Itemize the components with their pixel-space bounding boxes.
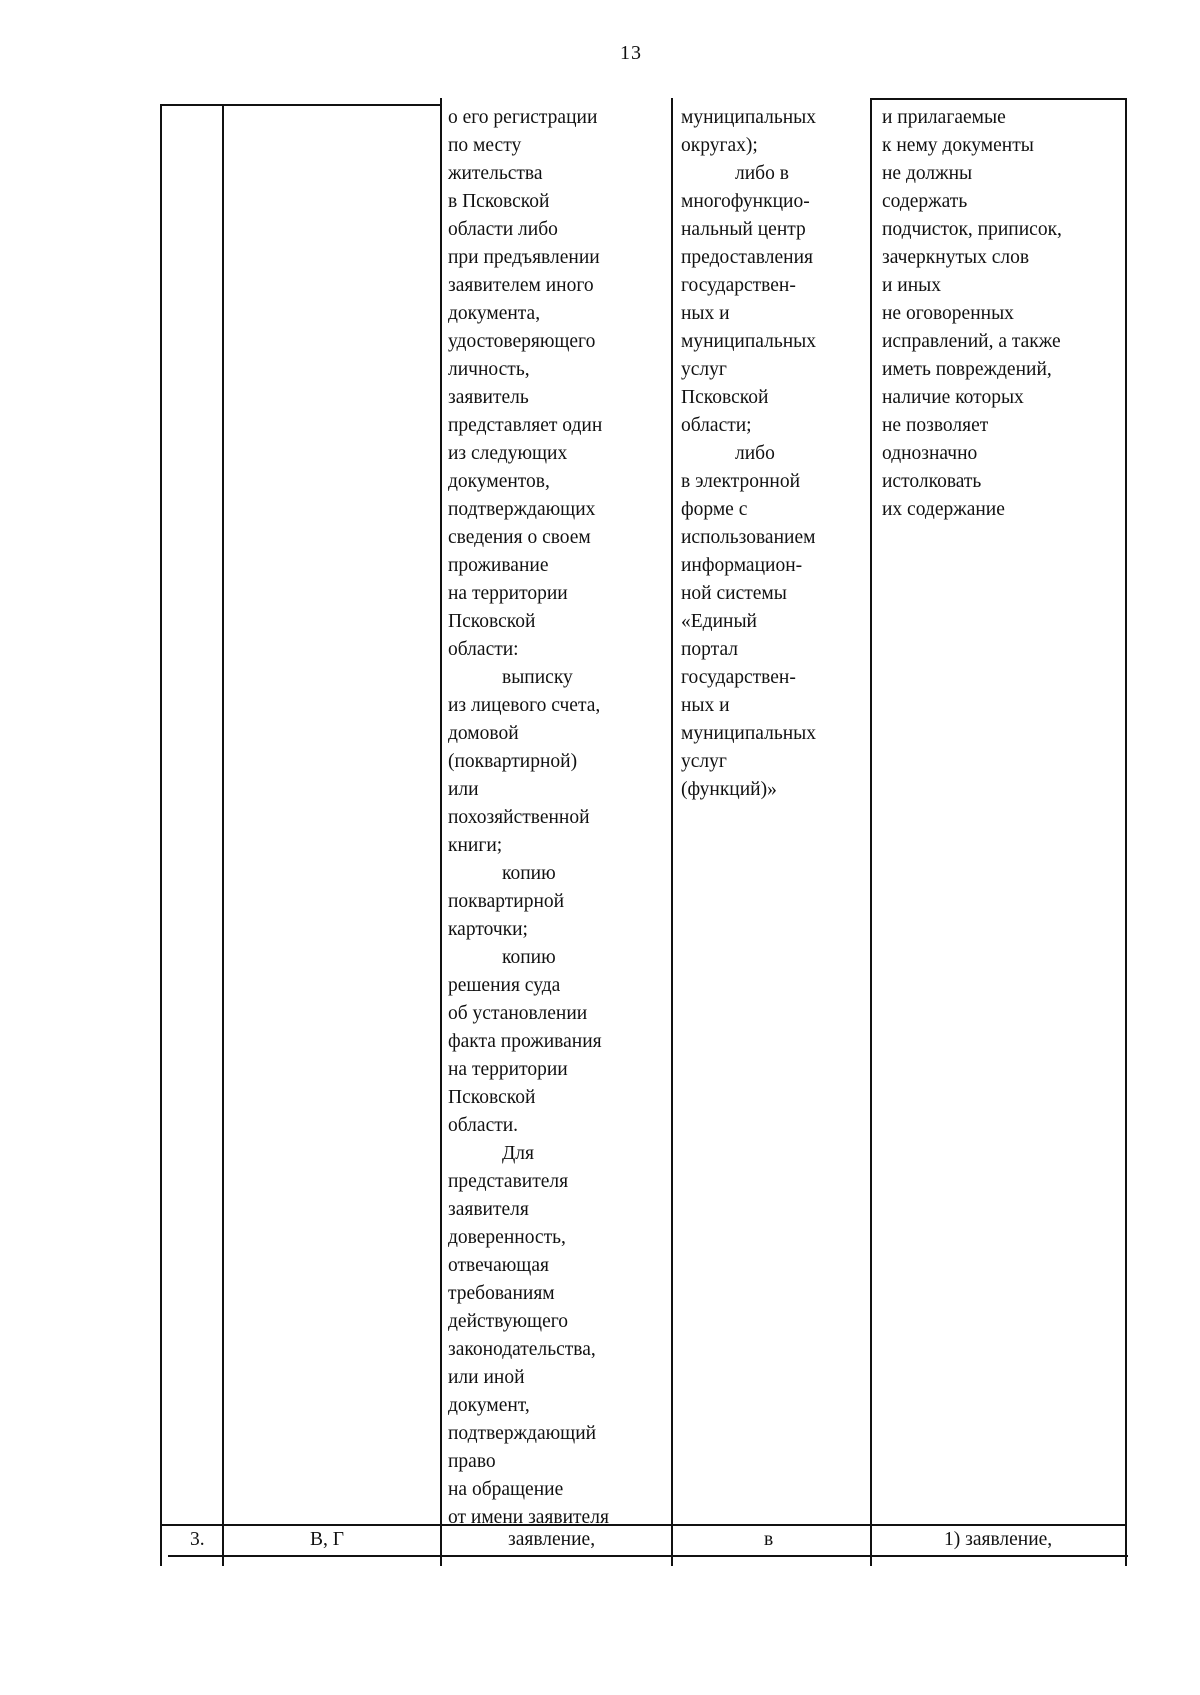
text-line: иметь повреждений, — [882, 359, 1052, 380]
text-line: копию — [502, 947, 556, 968]
text-line: удостоверяющего — [448, 331, 596, 352]
page-number: 13 — [620, 42, 642, 64]
text-line: решения суда — [448, 975, 561, 996]
text-line: Для — [502, 1143, 535, 1164]
column-border — [671, 98, 673, 1566]
column-border — [222, 104, 224, 1566]
text-line: от имени заявителя — [448, 1507, 609, 1528]
text-line: не позволяет — [882, 415, 989, 436]
column-border — [870, 98, 872, 1566]
row-divider — [160, 1524, 1127, 1526]
text-line: Псковской — [681, 387, 769, 408]
text-line: области: — [448, 639, 519, 660]
text-line: факта проживания — [448, 1031, 602, 1052]
submission-method-column — [681, 104, 816, 804]
text-line: однозначно — [882, 443, 978, 464]
text-line: представителя — [448, 1171, 569, 1192]
row-category: В, Г — [310, 1529, 345, 1550]
text-line: наличие которых — [882, 387, 1024, 408]
text-line: о его регистрации — [448, 107, 598, 128]
text-line: из лицевого счета, — [448, 695, 601, 716]
text-line: книги; — [448, 835, 503, 856]
table-top-border — [870, 98, 1127, 100]
text-line: нальный центр — [681, 219, 806, 240]
text-line: истолковать — [882, 471, 982, 492]
text-line: на территории — [448, 1059, 568, 1080]
row-document: заявление, — [508, 1529, 596, 1550]
text-line: доверенность, — [448, 1227, 566, 1248]
text-line: подтверждающих — [448, 499, 596, 520]
row-where: в — [764, 1529, 774, 1550]
requirements-column — [882, 104, 1062, 524]
text-line: заявитель — [448, 387, 529, 408]
text-line: требованиям — [448, 1283, 555, 1304]
text-line: документ, — [448, 1395, 530, 1416]
text-line: проживание — [448, 555, 549, 576]
text-line: государствен- — [681, 667, 796, 688]
text-line: подчисток, приписок, — [882, 219, 1062, 240]
text-line: копию — [502, 863, 556, 884]
text-line: право — [448, 1451, 496, 1472]
text-line: законодательства, — [448, 1339, 596, 1360]
text-line: представляет один — [448, 415, 603, 436]
text-line: и иных — [882, 275, 942, 296]
text-line: (функций)» — [681, 779, 777, 800]
text-line: информацион- — [681, 555, 803, 576]
text-line: в электронной — [681, 471, 801, 492]
text-line: содержать — [882, 191, 968, 212]
text-line: заявителем иного — [448, 275, 594, 296]
documents-column — [448, 104, 609, 1532]
column-border — [160, 104, 162, 1566]
text-line: об установлении — [448, 1003, 588, 1024]
text-line: по месту — [448, 135, 522, 156]
text-line: при предъявлении — [448, 247, 600, 268]
text-line: действующего — [448, 1311, 568, 1332]
text-line: муниципальных — [681, 107, 817, 128]
text-line: заявителя — [448, 1199, 529, 1220]
text-line: услуг — [681, 359, 727, 380]
text-line: округах); — [681, 135, 758, 156]
text-line: государствен- — [681, 275, 796, 296]
text-line: портал — [681, 639, 738, 660]
text-line: области; — [681, 415, 752, 436]
text-line: «Единый — [681, 611, 757, 632]
text-line: исправлений, а также — [882, 331, 1061, 352]
text-line: муниципальных — [681, 331, 817, 352]
text-line: многофункцио- — [681, 191, 810, 212]
text-line: муниципальных — [681, 723, 817, 744]
row-bottom-border — [168, 1555, 1128, 1557]
text-line: сведения о своем — [448, 527, 591, 548]
text-line: к нему документы — [882, 135, 1034, 156]
text-line: похозяйственной — [448, 807, 590, 828]
text-line: ной системы — [681, 583, 787, 604]
text-line: и прилагаемые — [882, 107, 1006, 128]
text-line: либо — [735, 443, 775, 464]
text-line: документа, — [448, 303, 541, 324]
text-line: в Псковской — [448, 191, 550, 212]
text-line: предоставления — [681, 247, 813, 268]
text-line: или — [448, 779, 479, 800]
text-line: поквартирной — [448, 891, 565, 912]
text-line: области. — [448, 1115, 519, 1136]
text-line: не должны — [882, 163, 973, 184]
text-line: ных и — [681, 695, 730, 716]
text-line: карточки; — [448, 919, 528, 940]
text-line: ных и — [681, 303, 730, 324]
text-line: зачеркнутых слов — [882, 247, 1030, 268]
text-line: документов, — [448, 471, 550, 492]
text-line: услуг — [681, 751, 727, 772]
text-line: их содержание — [882, 499, 1005, 520]
text-line: из следующих — [448, 443, 568, 464]
column-border — [440, 98, 442, 1566]
text-line: Псковской — [448, 1087, 536, 1108]
text-line: жительства — [448, 163, 543, 184]
row-number: 3. — [190, 1529, 205, 1550]
table-top-border-left — [160, 104, 440, 106]
text-line: Псковской — [448, 611, 536, 632]
column-border — [1125, 98, 1127, 1566]
text-line: на обращение — [448, 1479, 564, 1500]
text-line: области либо — [448, 219, 558, 240]
text-line: выписку — [502, 667, 573, 688]
text-line: подтверждающий — [448, 1423, 597, 1444]
row-requirements: 1) заявление, — [944, 1529, 1053, 1550]
text-line: использованием — [681, 527, 816, 548]
text-line: отвечающая — [448, 1255, 549, 1276]
text-line: не оговоренных — [882, 303, 1014, 324]
text-line: форме с — [681, 499, 748, 520]
text-line: либо в — [735, 163, 789, 184]
text-line: или иной — [448, 1367, 525, 1388]
text-line: (поквартирной) — [448, 751, 578, 772]
text-line: домовой — [448, 723, 519, 744]
text-line: на территории — [448, 583, 568, 604]
text-line: личность, — [448, 359, 530, 380]
